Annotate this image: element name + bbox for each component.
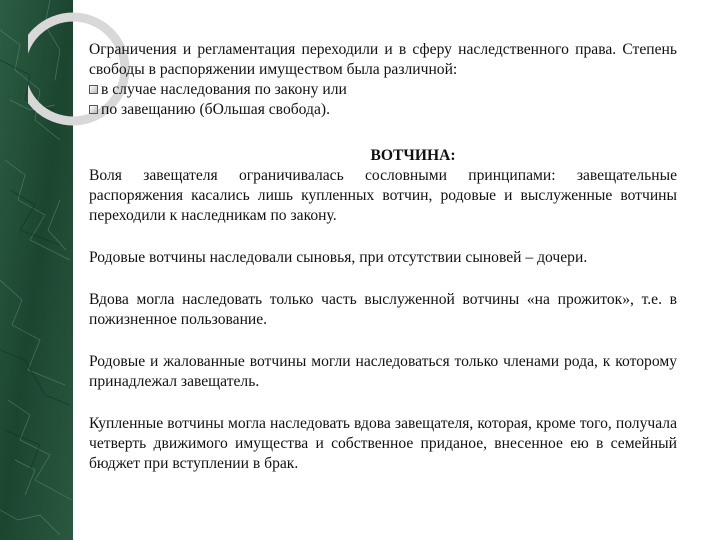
checkbox-bullet-icon bbox=[89, 85, 98, 94]
bullet-item-will bbox=[89, 100, 677, 120]
decorative-marble-sidebar bbox=[0, 0, 73, 540]
bullet-text-will: по завещанию (бОльшая свобода). bbox=[101, 101, 330, 118]
section-heading: ВОТЧИНА: bbox=[370, 147, 456, 164]
slide-content bbox=[89, 40, 677, 474]
paragraph-clan-members: Родовые и жалованные вотчины могли наследоваться только членами рода, к которому принадлежал завещатель. bbox=[89, 353, 677, 390]
paragraph-sons-daughters: Родовые вотчины наследовали сыновья, при отсутствии сыновей – дочери. bbox=[89, 249, 588, 266]
intro-text: Ограничения и регламентация переходили и в сферу наследственного права. Степень свободы в распоряжении имуществом была различной: bbox=[89, 41, 677, 78]
checkbox-bullet-icon bbox=[89, 105, 98, 114]
paragraph-will-limits: Воля завещателя ограничивалась сословными принципами: завещательные распоряжения касались лишь купленных вотчин, родовые и выслуженные вотчины переходили к наследникам по закону. bbox=[89, 167, 677, 224]
paragraph-bought-estates: Купленные вотчины могла наследовать вдова завещателя, которая, кроме того, получала четверть движимого имущества и собственное приданое, внесенное ею в семейный бюджет при вступлении в брак. bbox=[89, 415, 677, 472]
bullet-item-law bbox=[89, 80, 677, 100]
marble-texture bbox=[0, 0, 73, 540]
paragraph-widow-share: Вдова могла наследовать только часть выслуженной вотчины «на прожиток», т.е. в пожизненное пользование. bbox=[89, 291, 677, 328]
bullet-text-law: в случае наследования по закону или bbox=[101, 81, 347, 98]
